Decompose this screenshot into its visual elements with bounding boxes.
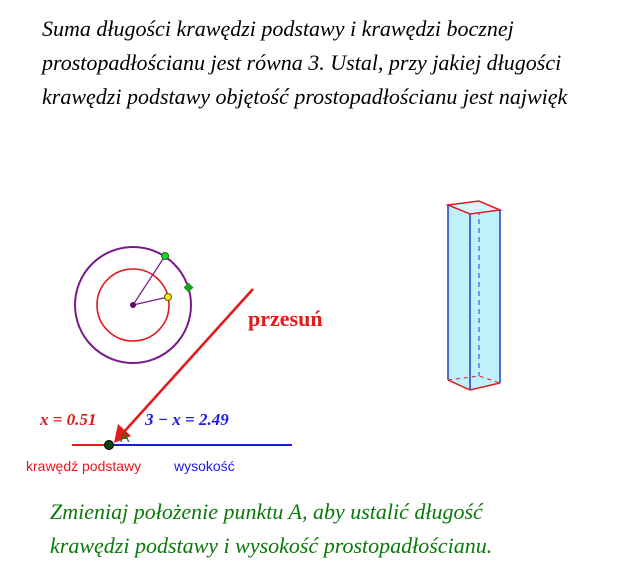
dial-radius-inner bbox=[133, 297, 168, 305]
dial-center-point bbox=[130, 302, 136, 308]
point-a-label: A bbox=[120, 429, 130, 445]
height-caption: wysokość bbox=[174, 458, 235, 474]
base-edge-caption: krawędź podstawy bbox=[26, 458, 142, 474]
dial-marker-diamond[interactable] bbox=[184, 283, 194, 293]
hint-text-line-2: krawędzi podstawy i wysokość prostopadłościanu. bbox=[50, 533, 493, 558]
task-text-line-1: Suma długości krawędzi podstawy i krawędzi bocznej bbox=[42, 16, 514, 41]
hint-text-line-1: Zmieniaj położenie punktu A, aby ustalić długość bbox=[50, 499, 483, 524]
height-value-label: 3 − x = 2.49 bbox=[145, 410, 229, 429]
dial-handle-yellow[interactable] bbox=[165, 294, 172, 301]
cuboid-fill bbox=[448, 201, 500, 390]
x-value-label: x = 0.51 bbox=[40, 410, 97, 429]
cuboid bbox=[448, 201, 500, 390]
rotation-dial[interactable] bbox=[75, 247, 193, 363]
point-a[interactable] bbox=[105, 441, 114, 450]
move-button[interactable]: przesuń bbox=[248, 306, 323, 331]
task-text-line-3: krawędzi podstawy objętość prostopadłościanu jest najwięk bbox=[42, 84, 568, 109]
task-text-line-2: prostopadłościanu jest równa 3. Ustal, przy jakiej długości bbox=[42, 50, 562, 75]
dial-handle-green[interactable] bbox=[162, 253, 169, 260]
